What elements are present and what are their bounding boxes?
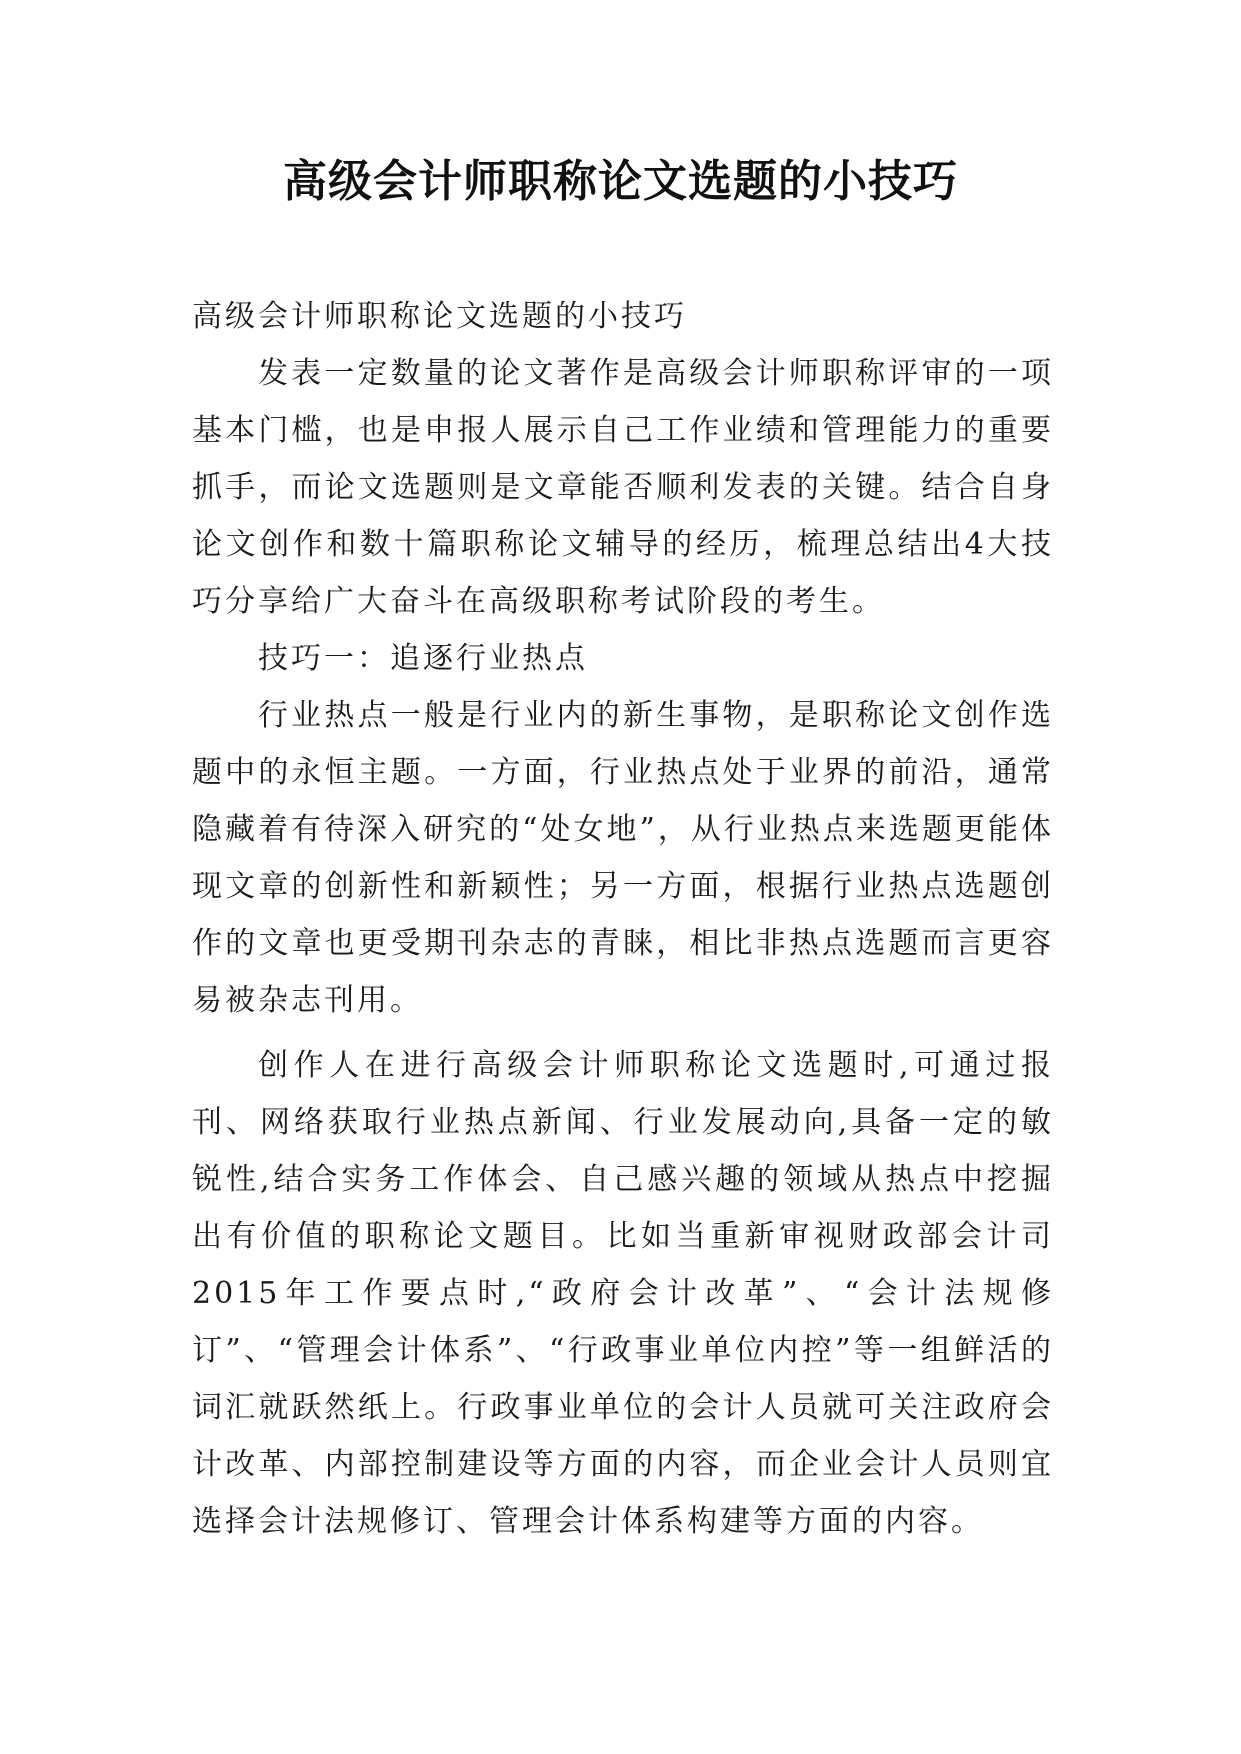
document-body (192, 288, 1054, 1550)
body-paragraph: 行业热点一般是行业内的新生事物，是职称论文创作选题中的永恒主题。一方面，行业热点处于业界的前沿，通常隐藏着有待深入研究的“处女地”，从行业热点来选题更能体现文章的创新性和新颖性；另一方面，根据行业热点选题创作的文章也更受期刊杂志的青睐，相比非热点选题而言更容易被杂志刊用。 (192, 698, 1054, 1018)
body-paragraph: 发表一定数量的论文著作是高级会计师职称评审的一项基本门槛，也是申报人展示自己工作业绩和管理能力的重要抓手，而论文选题则是文章能否顺利发表的关键。结合自身论文创作和数十篇职称论文辅导的经历，梳理总结出4大技巧分享给广大奋斗在高级职称考试阶段的考生。 (192, 356, 1054, 619)
body-paragraph: 创作人在进行高级会计师职称论文选题时,可通过报刊、网络获取行业热点新闻、行业发展动向,具备一定的敏锐性,结合实务工作体会、自己感兴趣的领域从热点中挖掘出有价值的职称论文题目。比如当重新审视财政部会计司2015年工作要点时,“政府会计改革”、“会计法规修订”、“管理会计体系”、“行政事业单位内控”等一组鲜活的词汇就跃然纸上。行政事业单位的会计人员就可关注政府会计改革、内部控制建设等方面的内容，而企业会计人员则宜选择会计法规修订、管理会计体系构建等方面的内容。 (192, 1048, 1054, 1539)
document-title: 高级会计师职称论文选题的小技巧 (283, 156, 958, 207)
section-heading: 技巧一：追逐行业热点 (258, 641, 588, 676)
body-subtitle: 高级会计师职称论文选题的小技巧 (192, 299, 687, 334)
